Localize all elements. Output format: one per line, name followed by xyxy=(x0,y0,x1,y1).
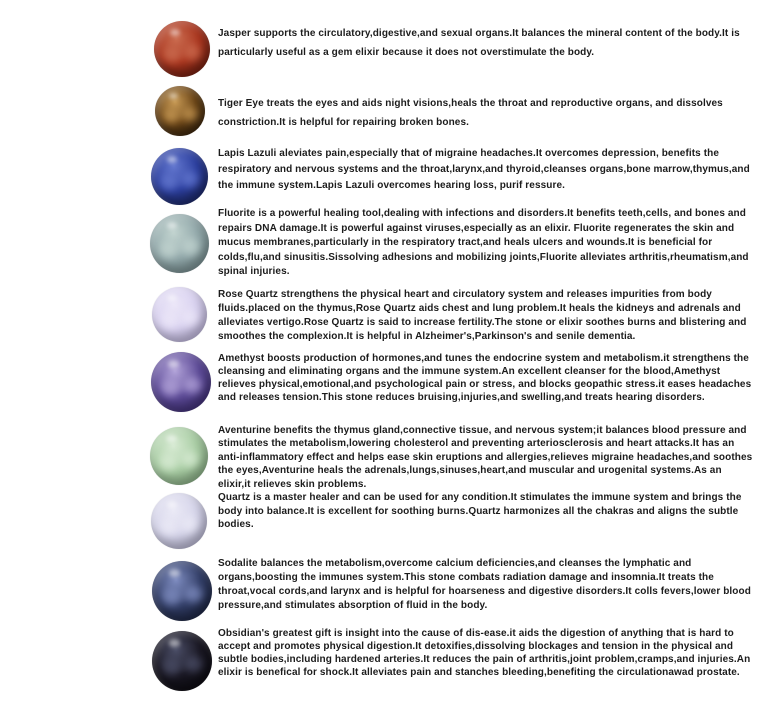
stone-highlight xyxy=(181,451,198,467)
obsidian-description: Obsidian's greatest gift is insight into the cause of dis-ease.it aids the digestion of anything that is hard to accept and promotes physical digestion.It detoxifies,dissolving blockages and tension in the physical and subtle bodies,including hardened arteries.It reduces the pain of arthritis,joint problem,cramps,and injuries.An elixir is benefical for shock.It alleviates pain and stanches bleeding,benefiting the circulationawad prostate. xyxy=(218,628,751,678)
amethyst-stone-image xyxy=(151,352,211,412)
lapis-lazuli-description: Lapis Lazuli aleviates pain,especially that of migraine headaches.It overcomes depression, benefits the respiratory and nervous systems and the throat,larynx,and thyroid,cleanses organs,bone marrow,thymus,and the immune system.Lapis Lazuli overcomes hearing loss, purif ressure. xyxy=(218,148,750,191)
stone-highlight xyxy=(161,311,179,328)
stone-specular xyxy=(167,222,178,229)
stone-highlight xyxy=(183,377,201,394)
lapis-lazuli-stone-image xyxy=(151,148,208,205)
tiger-eye-stone-image xyxy=(155,86,205,136)
aventurine-description: Aventurine benefits the thymus gland,connective tissue, and nervous system;it balances blood pressure and stimulates the metabolism,lowering cholesterol and preventing arteriosclerosis and heart attacks.It has an anti-inflammatory effect and helps ease skin eruptions and allergies,relieves migraine headaches,and soothes the eyes,Aventurine heals the adrenals,lungs,sinuses,heart,and muscular and urogenital systems.As an elixir,it relieves skin problems. xyxy=(218,425,753,490)
stone-highlight xyxy=(161,378,180,396)
stone-specular xyxy=(167,156,177,163)
stone-highlight xyxy=(181,171,198,187)
stone-highlight xyxy=(162,657,181,675)
stone-highlight xyxy=(163,46,181,63)
quartz-description: Quartz is a master healer and can be used for any condition.It stimulates the immune system and brings the body into balance.It is excellent for soothing burns.Quartz harmonizes all the chakras and aligns the subtle bodies. xyxy=(218,492,742,530)
stone-highlight xyxy=(159,453,178,470)
stone-highlight xyxy=(162,587,181,605)
stone-highlight xyxy=(181,516,198,532)
stone-specular xyxy=(169,569,180,576)
stone-specular xyxy=(167,295,177,302)
stone-highlight xyxy=(184,44,201,60)
obsidian-stone-image xyxy=(152,631,212,691)
sodalite-stone-image xyxy=(152,561,212,621)
aventurine-stone-image xyxy=(150,427,208,485)
stone-specular xyxy=(166,435,176,442)
fluorite-stone-image xyxy=(150,214,209,273)
stone-highlight xyxy=(181,310,198,325)
jasper-description: Jasper supports the circulatory,digestive,and sexual organs.It balances the mineral content of the body.It is particularly useful as a gem elixir because it does not overstimulate the body. xyxy=(218,28,740,58)
stone-specular xyxy=(170,29,180,36)
rose-quartz-description: Rose Quartz strengthens the physical heart and circulatory system and releases impurities from body fluids.placed on the thymus,Rose Quartz aids chest and lung problem.It heals the kidneys and adrenals and alleviates vertigo.Rose Quartz is said to increase fertility.The stone or elixir soothes burns and blistering and smoothes the complexion.It is helpful in Alzheimer's,Parkinson's and senile dementia. xyxy=(218,289,747,342)
sodalite-description: Sodalite balances the metabolism,overcome calcium deficiencies,and cleanses the lymphatic and organs,boosting the immunes system.This stone combats radiation damage and insomnia.It treats the throat,vocal cords,and larynx and is helpful for hoarseness and digestive disorders.It colls fevers,lower blood pressure,and stimulates absorption of fluid in the body. xyxy=(218,558,751,611)
rose-quartz-stone-image xyxy=(152,287,207,342)
tiger-eye-description: Tiger Eye treats the eyes and aids night visions,heals the throat and reproductive organs, and dissolves constriction.It is helpful for repairing broken bones. xyxy=(218,98,723,128)
stone-highlight xyxy=(184,656,202,673)
stone-highlight xyxy=(159,240,178,258)
stone-specular xyxy=(167,501,177,508)
stone-highlight xyxy=(163,108,179,123)
fluorite-description: Fluorite is a powerful healing tool,dealing with infections and disorders.It benefits teeth,cells, and bones and repairs DNA damage.It is powerful against viruses,especially as an elixir. Fluorite regenerates the skin and mucus membranes,particularly in the respiratory tract,and heals ulcers and wounds.It is beneficial for colds,flu,and sinusitis.Sissolving adhesions and mobilizing joints,Fluorite alleviates arthritis,rheumatism,and spinal injuries. xyxy=(218,208,749,277)
stone-specular xyxy=(168,360,179,367)
amethyst-description: Amethyst boosts production of hormones,and tunes the endocrine system and metabolism.it strengthens the cleansing and eliminating organs and the immune system.An excellent cleanser for the blood,Amethyst relieves physical,emotional,and psychological pain or stress, and blocks geopathic stress.it eases headaches and releases tension.This stone reduces bruising,injuries,and swelling,and treats hearing disorders. xyxy=(218,353,752,403)
jasper-stone-image xyxy=(154,21,210,77)
quartz-stone-image xyxy=(151,493,207,549)
stone-specular xyxy=(169,639,180,646)
stone-highlight xyxy=(184,586,202,603)
stone-specular xyxy=(169,93,178,99)
stone-highlight xyxy=(181,238,199,255)
stone-highlight xyxy=(160,518,178,535)
stone-highlight xyxy=(182,107,197,121)
stone-highlight xyxy=(160,173,178,190)
